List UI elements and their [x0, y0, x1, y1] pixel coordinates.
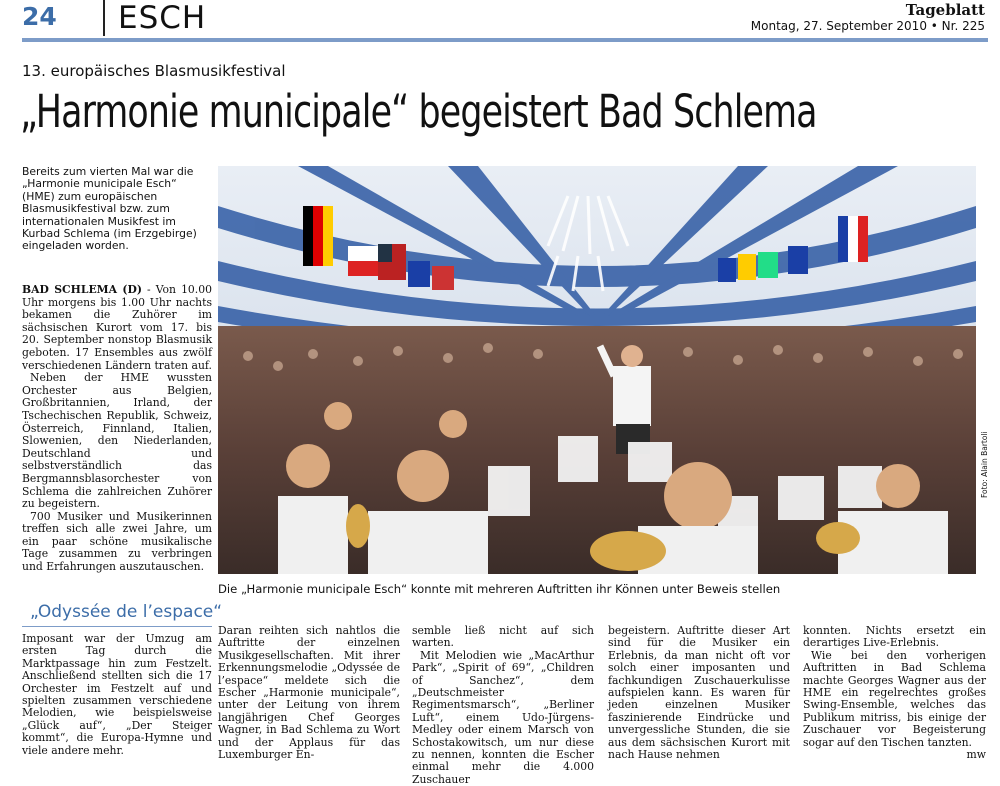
body-paragraph: Daran reihten sich nahtlos die Auftritte der einzelnen Musikgesellschaften. Mit ihrer Erkennungsmelodie „Odyssée de l’espace“ meldete sich die Escher „Harmonie municipale“, unter der Leitung von ihrem langjährigen Chef Georges Wagner, in Bad Schlema zu Wort und der Applaus für das Luxemburger En- — [218, 624, 400, 762]
newspaper-name: Tageblatt — [905, 1, 985, 19]
issue-dateline: Montag, 27. September 2010 • Nr. 225 — [750, 19, 985, 33]
header-divider — [103, 0, 105, 36]
concert-tent-photo — [218, 166, 976, 574]
article-column-1 — [22, 633, 212, 757]
article-column-5 — [803, 625, 986, 761]
body-text: - Von 10.00 Uhr morgens bis 1.00 Uhr nachts bekamen die Zuhörer im sächsischen Kurort vom 17. bis 20. September nonstop Blasmusik geboten. 17 Ensembles aus zwölf verschiedenen Ländern traten auf. — [22, 283, 212, 372]
article-column-3 — [412, 625, 594, 786]
section-title: ESCH — [118, 0, 207, 36]
article-body-left — [22, 284, 212, 574]
article-subhead: „Odyssée de l’espace“ — [30, 602, 223, 622]
photo-caption: Die „Harmonie municipale Esch“ konnte mit mehreren Auftritten ihr Können unter Beweis stellen — [218, 582, 781, 596]
body-paragraph: 700 Musiker und Musikerinnen treffen sich alle zwei Jahre, um ein paar schöne musikalische Tage zusammen zu verbringen und Erfahrungen auszutauschen. — [22, 509, 212, 574]
body-paragraph: Neben der HME wussten Orchester aus Belgien, Großbritannien, Irland, der Tschechischen Republik, Schweiz, Österreich, Finnland, Italien, Slowenien, den Niederlanden, Deutschland und selbstverständlich das Bergmannsblasorchester von Schlema die zahlreichen Zuhörer zu begeistern. — [22, 371, 212, 511]
body-dateline: BAD SCHLEMA (D) — [22, 283, 142, 296]
body-paragraph: semble ließ nicht auf sich warten. — [412, 624, 594, 650]
body-paragraph: Imposant war der Umzug am ersten Tag durch die Marktpassage hin zum Festzelt. Anschließend stellten sich die 17 Orchester im Festzelt auf und spielten zusammen verschiedene Melodien, wie beispielsweise „Glück auf“, „Der Steiger kommt“, die Europa-Hymne und viele andere mehr. — [22, 632, 212, 757]
article-column-4 — [608, 625, 790, 761]
article-photo — [218, 166, 976, 574]
subhead-rule — [22, 626, 212, 627]
author-signature: mw — [966, 748, 986, 762]
body-paragraph — [22, 284, 212, 372]
body-paragraph: Wie bei den vorherigen Auftritten in Bad Schlema machte Georges Wagner aus der HME ein regelrechtes großes Swing-Ensemble, welches das Publikum mitriss, bis einige der Zuschauer vor Begeisterung sogar auf den Tischen tanzten. — [803, 648, 986, 749]
article-headline: „Harmonie municipale“ begeistert Bad Schlema — [20, 85, 817, 138]
body-paragraph: konnten. Nichts ersetzt ein derartiges Live-Erlebnis. — [803, 624, 986, 650]
body-paragraph: begeistern. Auftritte dieser Art sind für die Musiker ein Erlebnis, da man nicht oft vor solch einer imposanten und fachkundigen Zuschauerkulisse aufspielen kann. Es waren für jeden einzelnen Musiker faszinierende Eindrücke und unvergessliche Stunden, die sie aus dem sächsischen Kurort mit nach Hause nehmen — [608, 624, 790, 762]
body-paragraph: Mit Melodien wie „MacArthur Park“, „Spirit of 69“, „Children of Sanchez“, dem „Deutschmeister Regimentsmarsch“, „Berliner Luft“, einem Udo-Jürgens-Medley oder einem Marsch von Schostakowitsch, um nur diese zu nennen, konnten die Escher einmal mehr die 4.000 Zuschauer — [412, 648, 594, 786]
photo-credit: Foto: Alain Bartoli — [980, 431, 989, 498]
article-column-2 — [218, 625, 400, 761]
article-kicker: 13. europäisches Blasmusikfestival — [22, 62, 286, 80]
page-number: 24 — [22, 2, 57, 31]
article-lead: Bereits zum vierten Mal war die „Harmonie municipale Esch“ (HME) zum europäischen Blasmusikfestival bzw. zum internationalen Musikfest im Kurbad Schlema (im Erzgebirge) eingeladen worden. — [22, 165, 197, 253]
header-rule — [22, 38, 988, 42]
